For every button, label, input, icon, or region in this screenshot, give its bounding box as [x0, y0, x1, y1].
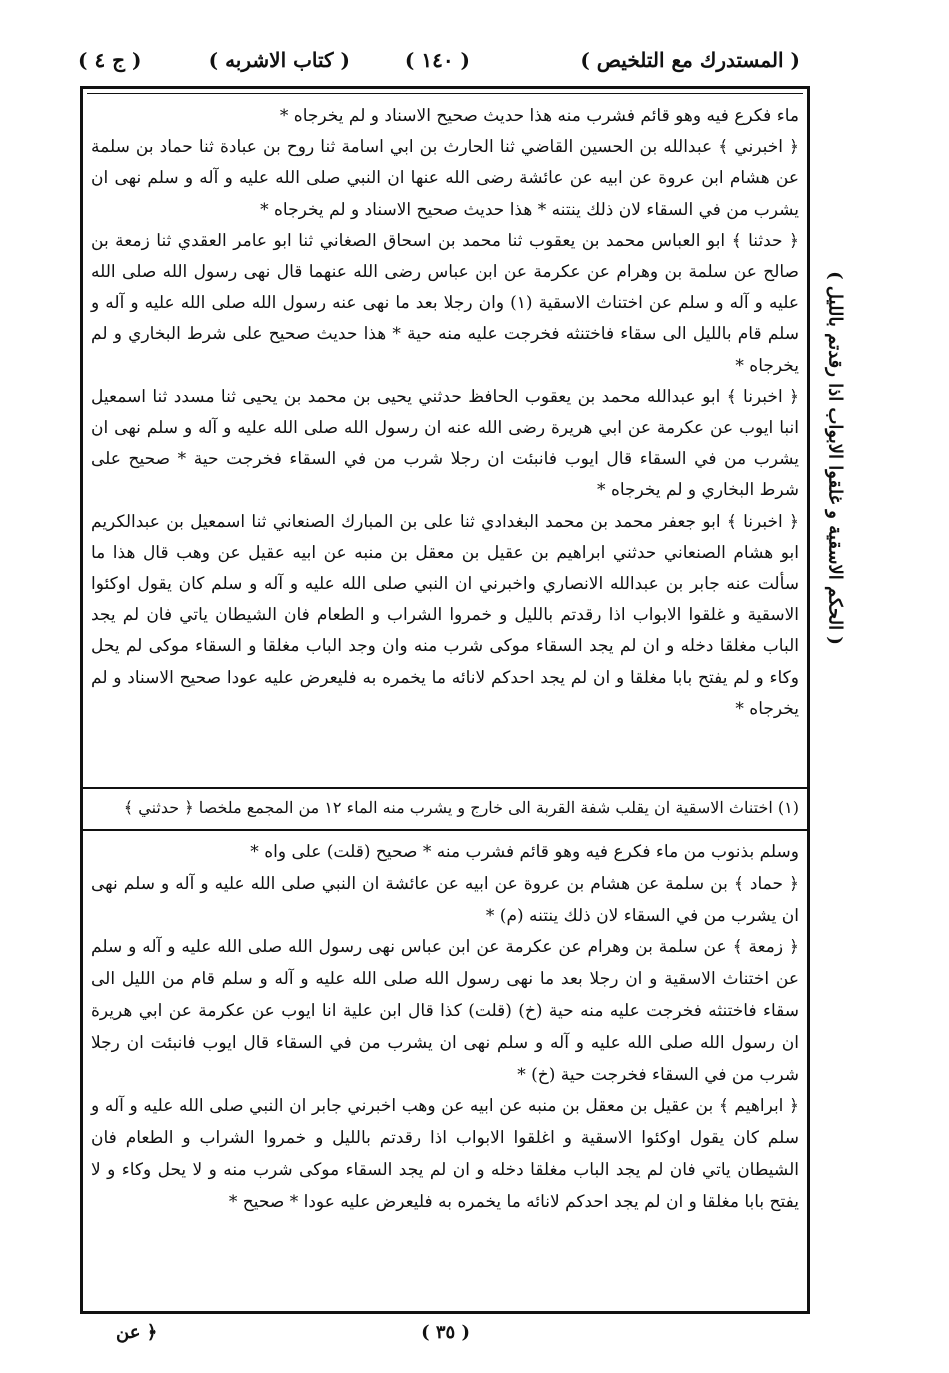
- chapter-title: ( كتاب الاشربه ): [208, 48, 350, 72]
- catchword: ﴿ عن: [116, 1322, 158, 1343]
- main-paragraph: ماء فكرع فيه وهو قائم فشرب منه هذا حديث صحيح الاسناد و لم يخرجاه *: [279, 106, 799, 126]
- summary-paragraph: ﴿ ابراهيم ﴾ بن عقيل بن معقل بن منبه عن ابيه عن وهب اخبرني جابر ان النبي صلى الله عليه و آله و سلم كان يقول اوكئوا الاسقية و اغلقوا الابواب اذا رقدتم بالليل و خمروا الشراب و الطعام فان الشيطان ياتي فان لم يجد الباب مغلقا دخله و ان لم يجد السقاء موكى شرب منه و لا يحل وكاء و لا يفتح بابا مغلقا و ان لم يجد احدكم لانائه ما يخمره به فليعرض عليه عودا * صحيح *: [91, 1096, 799, 1212]
- main-text: [91, 101, 799, 783]
- main-paragraph: ﴿ حدثنا ﴾ ابو العباس محمد بن يعقوب ثنا محمد بن اسحاق الصغاني ثنا ابو عامر العقدي ثنا زمعة بن صالح عن سلمة بن وهرام عن عكرمة عن ابن عباس رضى الله عنهما قال نهى رسول الله صلى الله عليه و آله و سلم عن اختناث الاسقية (١) وان رجلا بعد ما نهى عنه رسول الله صلى الله عليه و آله و سلم قام بالليل الى سقاء فاختنثه فخرجت عليه منه حية * هذا حديث صحيح على شرط البخاري و لم يخرجاه *: [91, 230, 799, 376]
- summary-divider: [83, 829, 807, 831]
- main-paragraph: ﴿ اخبرنا ﴾ ابو عبدالله محمد بن يعقوب الحافظ حدثني يحيى بن محمد بن يحيى ثنا مسدد ثنا اسمعيل انبا ايوب عن عكرمة عن ابي هريرة رضى الله عنه ان رسول الله صلى الله عليه و آله و سلم نهى ان يشرب من في السقاء قال ايوب فانبئت ان رجلا شرب من في السقاء فخرجت حية * صحيح على شرط البخاري و لم يخرجاه *: [91, 386, 799, 501]
- main-paragraph: ﴿ اخبرني ﴾ عبدالله بن الحسين القاضي ثنا الحارث بن ابي اسامة ثنا روح بن عبادة ثنا حماد بن سلمة عن هشام ابن عروة عن ابيه عن عائشة رضى الله عنها ان النبي صلى الله عليه و آله و سلم نهى ان يشرب من في السقاء لان ذلك ينتنه * هذا حديث صحيح الاسناد و لم يخرجاه *: [91, 137, 799, 220]
- volume-label: ( ج ٤ ): [78, 48, 142, 72]
- summary-paragraph: ﴿ زمعة ﴾ عن سلمة بن وهرام عن عكرمة عن ابن عباس نهى رسول الله صلى الله عليه و آله و سلم عن اختناث الاسقية و ان رجلا بعد ما نهى رسول الله صلى الله عليه و آله و سلم قام من الليل الى سقاء فاختنثه فخرجت عليه منه حية (خ) (قلت) كذا قال ابن علية انا ايوب عن عكرمة عن ابي هريرة ان رسول الله صلى الله عليه و آله و سلم نهى ان يشرب من في السقاء قال ايوب فانبئت ان رجلا شرب من في السقاء فخرجت حية (خ) *: [91, 937, 799, 1085]
- book-title: ( المستدرك مع التلخيص ): [580, 48, 800, 72]
- summary-paragraph: وسلم بذنوب من ماء فكرع فيه وهو قائم فشرب منه * صحيح (قلت) على واه *: [250, 842, 799, 862]
- page-number-footer: ( ٣٥ ): [421, 1322, 470, 1343]
- page-number-header: ( ١٤٠ ): [404, 48, 470, 72]
- summary-paragraph: ﴿ حماد ﴾ بن سلمة عن هشام بن عروة عن ابيه عن عائشة ان النبي صلى الله عليه و آله و سلم نهى ان يشرب من في السقاء لان ذلك ينتنه (م) *: [91, 873, 799, 926]
- main-paragraph: ﴿ اخبرنا ﴾ ابو جعفر محمد بن محمد البغدادي ثنا على بن المبارك الصنعاني ثنا اسمعيل بن عبدالكريم ابو هشام الصنعاني حدثني ابراهيم بن عقيل بن معقل بن منبه عن ابيه عقيل عن وهب قال هذا ما سألت عنه جابر بن عبدالله الانصاري واخبرني ان النبي صلى الله عليه و آله و سلم كان يقول اوكئوا الاسقية و غلقوا الابواب اذا رقدتم بالليل و خمروا الشراب و الطعام فان الشيطان ياتي فان لم يجد الباب مغلقا دخله و ان لم يجد السقاء موكى شرب منه وان وجد الباب مغلقا و السقاء موكى لم يحل وكاء و لم يفتح بابا مغلقا و ان لم يجد احدكم لانائه ما يخمره به فليعرض عليه عودا صحيح الاسناد و لم يخرجاه *: [91, 511, 799, 719]
- frame-inner-rule: [87, 93, 803, 94]
- margin-note: [818, 268, 852, 648]
- running-header: [78, 48, 800, 82]
- footnote-divider: [83, 787, 807, 789]
- page-frame: [80, 86, 810, 1314]
- page-footer: [78, 1322, 800, 1352]
- summary-text: [91, 837, 799, 1297]
- margin-note-text: ( الحكم الاسقية و غلقوا الابواب اذا رقدتم بالليل ): [824, 271, 846, 645]
- footnote: (١) اختناث الاسقية ان يقلب شفة القربة الى خارج و يشرب منه الماء ١٢ من المجمع ملخصا ﴿ حدثني ﴾: [123, 798, 799, 817]
